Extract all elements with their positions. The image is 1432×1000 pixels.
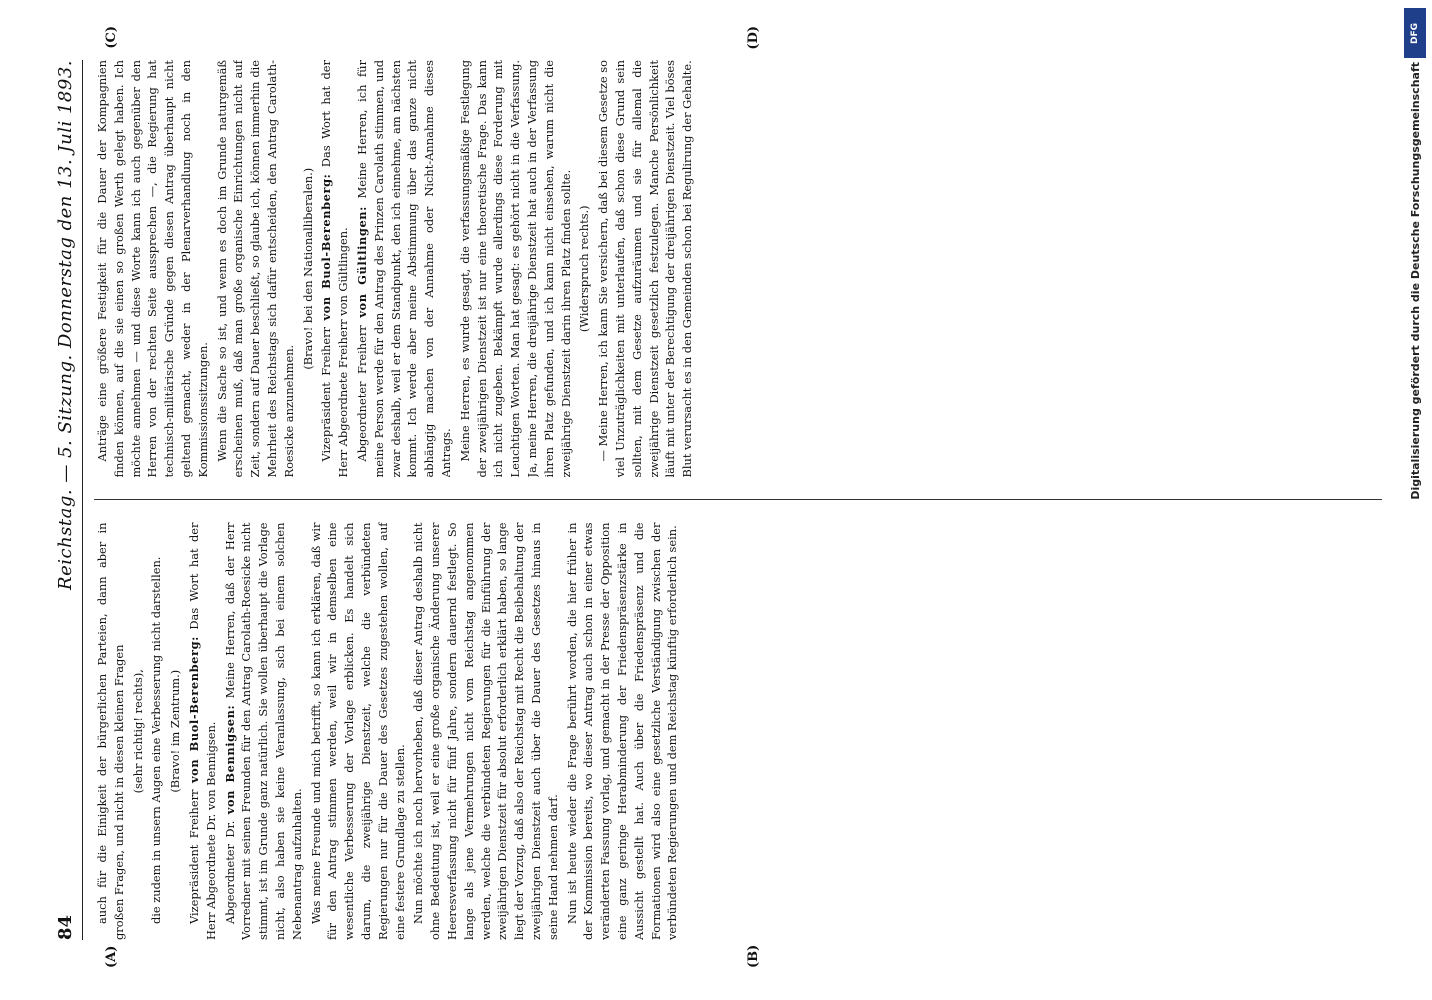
speaker-role: Abgeordneter Freiherr: [354, 325, 369, 462]
digitization-credit: Digitalisierung gefördert durch die Deutsche Forschungsgemeinschaft: [1409, 62, 1422, 500]
page-header: [48, 60, 83, 940]
body-paragraph: auch für die Einigkeit der bürgerlichen Parteien, dann aber in großen Fragen, und nicht in diesen kleinen Fragen: [95, 522, 126, 940]
body-paragraph: Nun ist heute wieder die Frage berührt worden, die hier früher in der Kommission bereits, wo dieser Antrag auch schon in einer etwas veränderten Fassung vorlag, und gemacht in der Presse der Opposition eine ganz geringe Herabminderung der Friedenspräsenzstärke in Aussicht gestellt hat. Auch über die Friedenspräsenz und die Formationen wird also eine gesetzliche Verständigung zwischen der verbündeten Regierungen und dem Reichstag künftig erforderlich sein.: [564, 522, 680, 940]
speech-text: Das Wort hat der Herr Abgeordnete Freiherr von Gültlingen.: [319, 60, 351, 478]
margin-mark-c: (C): [104, 26, 119, 49]
speaker-role: Vizepräsident Freiherr: [186, 789, 201, 924]
speaker-name: von Bennigsen:: [222, 704, 237, 815]
speaker-name: von Gültlingen:: [354, 206, 369, 318]
speech-text: Das Wort hat der Herr Abgeordnete Dr. von Bennigsen.: [186, 522, 218, 940]
rotated-page-content: [26, 20, 1406, 980]
body-paragraph: die zudem in unsern Augen eine Verbesserung nicht darstellen.: [149, 556, 164, 924]
column-right: [94, 60, 1382, 478]
stage-direction: (Bravo! im Zentrum.): [168, 669, 183, 793]
margin-mark-d: (D): [746, 26, 761, 50]
speaker-role: Abgeordneter Dr.: [222, 820, 237, 924]
speaker-paragraph: [222, 523, 306, 941]
margin-mark-a: (A): [104, 945, 119, 968]
speech-text: Meine Herren, ich für meine Person werde für den Antrag des Prinzen Carolath stimmen, und zwar deshalb, weil er dem Standpunkt, den ich einnehme, am nächsten kommt. Ich werde aber meine Abstimmung über das ganze nicht abhängig machen von der Annahme oder Nicht-Annahme dieses Antrags.: [354, 60, 453, 478]
column-left: [94, 523, 1382, 941]
body-paragraph: Nun möchte ich noch hervorheben, daß dieser Antrag deshalb nicht ohne Bedeutung ist, weil er eine große organische Änderung unserer Heeresverfassung nicht für fünf Jahre, sondern dauernd festlegt. So lange als jene Vermehrungen nicht vom Reichstag angenommen werden, welche die verbündeten Regierungen für die Einführung der zweijährigen Dienstzeit für absolut erforderlich erklärt haben, so lange liegt der Vorzug, daß also der Reichstag mit Recht die Beibehaltung der zweijährigen Dienstzeit auch über die Dauer des Gesetzes hinaus in seine Hand nehmen darf.: [411, 522, 560, 940]
speaker-paragraph: [354, 60, 455, 478]
speaker-paragraph: [318, 60, 352, 478]
text-columns: [94, 60, 1382, 940]
page-title: Reichstag. — 5. Sitzung. Donnerstag den 13. Juli 1893.: [54, 60, 76, 590]
speaker-name: von Buol-Berenberg:: [319, 173, 334, 321]
speaker-role: Vizepräsident Freiherr: [319, 326, 334, 462]
body-paragraph: Was meine Freunde und mich betrifft, so kann ich erklären, daß wir für den Antrag stimmen werden, weil wir in demselben eine wesentliche Verbesserung der Vorlage erblicken. Es handelt sich darum, die zweijährige Dienstzeit, welche die verbündeten Regierungen nur für die Dauer des Gesetzes zugestehen wollen, auf eine festere Grundlage zu stellen.: [308, 522, 407, 940]
body-paragraph: Anträge eine größere Festigkeit für die Dauer der Kompagnien finden können, auf die sie einen so großen Werth gelegt haben. Ich möchte annehmen — und diese Worte kann ich auch gegenüber den Herren von der rechten Seite aussprechen —, die Regierung hat technisch-militärische Gründe gegen diesen Antrag überhaupt nicht geltend gemacht, weder in der Plenarverhandlung noch in den Kommissionssitzungen.: [95, 60, 210, 478]
body-paragraph: — Meine Herren, ich kann Sie versichern, daß bei diesem Gesetze so viel Unzuträglichkeiten mit unterlaufen, daß schon diese Grund sein sollten, mit dem Gesetze aufzuräumen und sie für allemal die zweijährige Dienstzeit gesetzlich festzulegen. Manche Persönlichkeit läuft mit unter der Berechtigung der dreijährigen Dienstzeit. Viel böses Blut verursacht es in den Gemeinden schon bei Regulirung der Gehalte.: [596, 60, 695, 478]
stage-direction: (sehr richtig! rechts),: [130, 669, 145, 794]
body-paragraph: Wenn die Sache so ist, und wenn es doch im Grunde naturgemäß erscheinen muß, daß man große organische Einrichtungen nicht auf Zeit, sondern auf Dauer beschließt, so glaube ich, können immerhin die Mehrheit des Reichstags sich dafür entscheiden, den Antrag Carolath-Roesicke anzunehmen.: [214, 60, 296, 478]
speech-text: Meine Herren, daß der Herr Vorredner mit seinen Freunden für den Antrag Carolath-Roesicke nicht stimmt, ist im Grunde ganz natürlich. Sie wollen überhaupt die Vorlage nicht, also haben sie keine Veranlassung, sich bei einem solchen Nebenantrag aufzuhalten.: [222, 522, 304, 940]
body-paragraph: Meine Herren, es wurde gesagt, die verfassungsmäßige Festlegung der zweijährigen Dienstzeit ist nur eine theoretische Frage. Das kann ich nicht zugeben. Bekämpft wurde allerdings diese Forderung mit Leuchtigen Worten. Man hat gesagt: es gehört nicht in die Verfassung. Ja, meine Herren, die dreijährige Dienstzeit hat auch in der Verfassung ihren Platz gefunden, und ich kann nicht einsehen, warum nicht die zweijährige Dienstzeit darin ihren Platz finden sollte.: [457, 60, 573, 478]
digitization-sidebar: [1400, 0, 1428, 1000]
stage-direction: (Widerspruch rechts.): [577, 205, 592, 333]
speaker-paragraph: [186, 523, 220, 941]
speaker-name: von Buol-Berenberg:: [186, 636, 201, 784]
stage-direction: (Bravo! bei den Nationalliberalen.): [300, 167, 315, 370]
page-number: 84: [54, 914, 76, 940]
column-divider: [94, 500, 1382, 501]
dfg-logo: DFG: [1404, 8, 1426, 58]
margin-mark-b: (B): [746, 944, 761, 968]
